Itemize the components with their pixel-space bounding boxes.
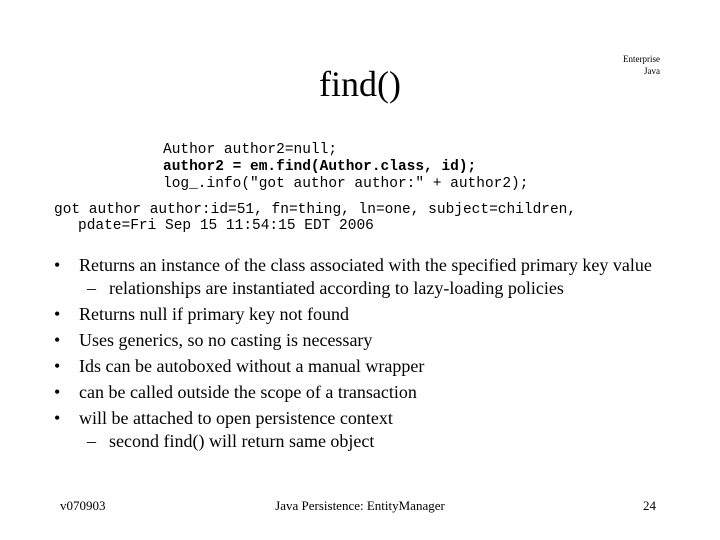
dash-marker: – [87, 431, 96, 451]
code-line-2: author2 = em.find(Author.class, id); [163, 159, 477, 175]
output-line-1: got author author:id=51, fn=thing, ln=one, subject=children, [54, 202, 577, 218]
bullet-marker: • [54, 382, 61, 402]
sub-bullet-text: second find() will return same object [109, 431, 375, 451]
dash-marker: – [87, 278, 96, 298]
bullet-text: can be called outside the scope of a transaction [79, 382, 417, 402]
bullet-item [52, 408, 672, 452]
sub-bullet-item [79, 278, 672, 299]
bullet-list [52, 255, 672, 457]
bullet-marker: • [54, 408, 61, 428]
bullet-item [52, 382, 672, 403]
slide-title: find() [319, 64, 401, 104]
bullet-text: will be attached to open persistence context [79, 408, 393, 428]
bullet-text: Returns an instance of the class associated with the specified primary key value [79, 255, 652, 275]
bullet-item [52, 255, 672, 299]
footer-course-title: Java Persistence: EntityManager [275, 498, 445, 513]
output-line-2: pdate=Fri Sep 15 11:54:15 EDT 2006 [78, 218, 374, 234]
bullet-item [52, 356, 672, 377]
code-line-3: log_.info("got author author:" + author2); [163, 176, 529, 192]
bullet-text: Uses generics, so no casting is necessary [79, 330, 373, 350]
bullet-text: Ids can be autoboxed without a manual wrapper [79, 356, 425, 376]
header-tag-enterprise: Enterprise [623, 54, 660, 64]
sub-bullet-text: relationships are instantiated according to lazy-loading policies [109, 278, 564, 298]
bullet-marker: • [54, 330, 61, 350]
bullet-item [52, 330, 672, 351]
bullet-marker: • [54, 356, 61, 376]
code-line-1: Author author2=null; [163, 142, 338, 158]
header-tag-java: Java [644, 66, 660, 76]
bullet-item [52, 304, 672, 325]
footer-version: v070903 [60, 498, 106, 513]
footer-page-number: 24 [643, 498, 656, 513]
bullet-marker: • [54, 304, 61, 324]
bullet-marker: • [54, 255, 61, 275]
bullet-text: Returns null if primary key not found [79, 304, 349, 324]
sub-bullet-item [79, 431, 672, 452]
